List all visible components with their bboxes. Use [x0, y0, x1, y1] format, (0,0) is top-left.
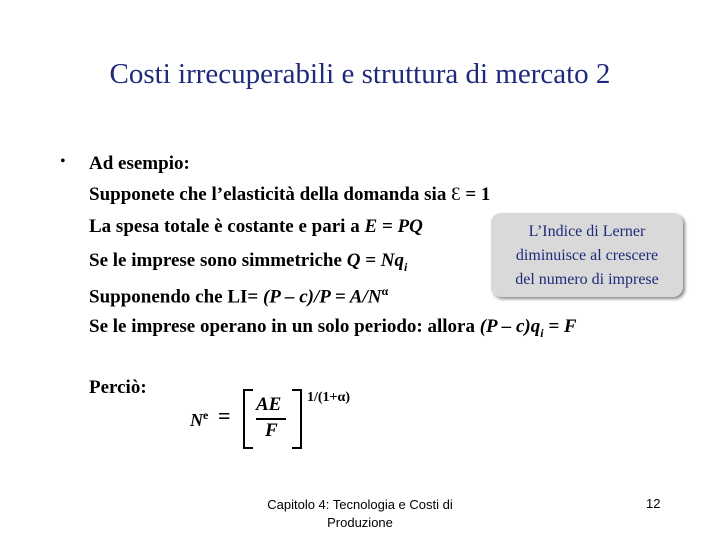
line-text: Supponete che l’elasticità della domanda sia — [89, 184, 452, 205]
formula-text: (P – c)/P = A/N — [262, 286, 382, 308]
left-bracket — [243, 389, 253, 449]
footer-chapter: Capitolo 4: Tecnologia e Costi di Produzione — [267, 497, 453, 530]
line-text: Se le imprese sono simmetriche — [89, 250, 347, 271]
formula-subscript: i — [403, 259, 408, 274]
formula-lhs — [190, 408, 208, 431]
text-line-lerner-index — [89, 284, 388, 308]
callout-line: diminuisce al crescere — [515, 247, 659, 264]
bullet-marker: • — [60, 153, 66, 170]
formula-equals: = — [218, 403, 231, 428]
formula-denominator: F — [265, 420, 278, 441]
page-number: 12 — [646, 496, 661, 511]
text-line-elasticity — [89, 184, 490, 206]
slide-title: Costi irrecuperabili e struttura di mercato 2 — [109, 58, 611, 90]
text-line-example: Ad esempio: — [89, 153, 190, 174]
formula-text: = F — [543, 316, 577, 337]
line-text: Supponendo che LI= — [89, 286, 263, 308]
callout-line: L’Indice di Lerner — [528, 223, 646, 240]
text-line-therefore: Perciò: — [89, 377, 147, 398]
callout-line: del numero di imprese — [515, 271, 659, 288]
formula-numerator: AE — [256, 394, 282, 415]
line-text: Se le imprese operano in un solo periodo: allora — [89, 316, 480, 337]
formula-superscript: α — [381, 284, 389, 298]
formula-text: (P – c)q — [479, 316, 541, 337]
formula-lhs-superscript: e — [203, 408, 209, 422]
text-line-total-spending — [89, 216, 423, 238]
formula-lhs-symbol: N — [190, 410, 203, 430]
line-text: La spesa totale è costante e pari a — [89, 216, 365, 237]
line-text: = 1 — [460, 184, 491, 205]
text-line-symmetric-firms — [89, 250, 407, 275]
formula-exponent: 1/(1+α) — [307, 390, 351, 405]
formula-subscript: i — [540, 325, 544, 340]
formula-text: Q = Nq — [346, 250, 404, 271]
right-bracket — [292, 389, 302, 449]
text-line-single-period — [89, 316, 577, 341]
lerner-callout — [491, 213, 683, 297]
epsilon-symbol: Ɛ — [451, 184, 461, 205]
formula-text: E = PQ — [364, 216, 423, 237]
